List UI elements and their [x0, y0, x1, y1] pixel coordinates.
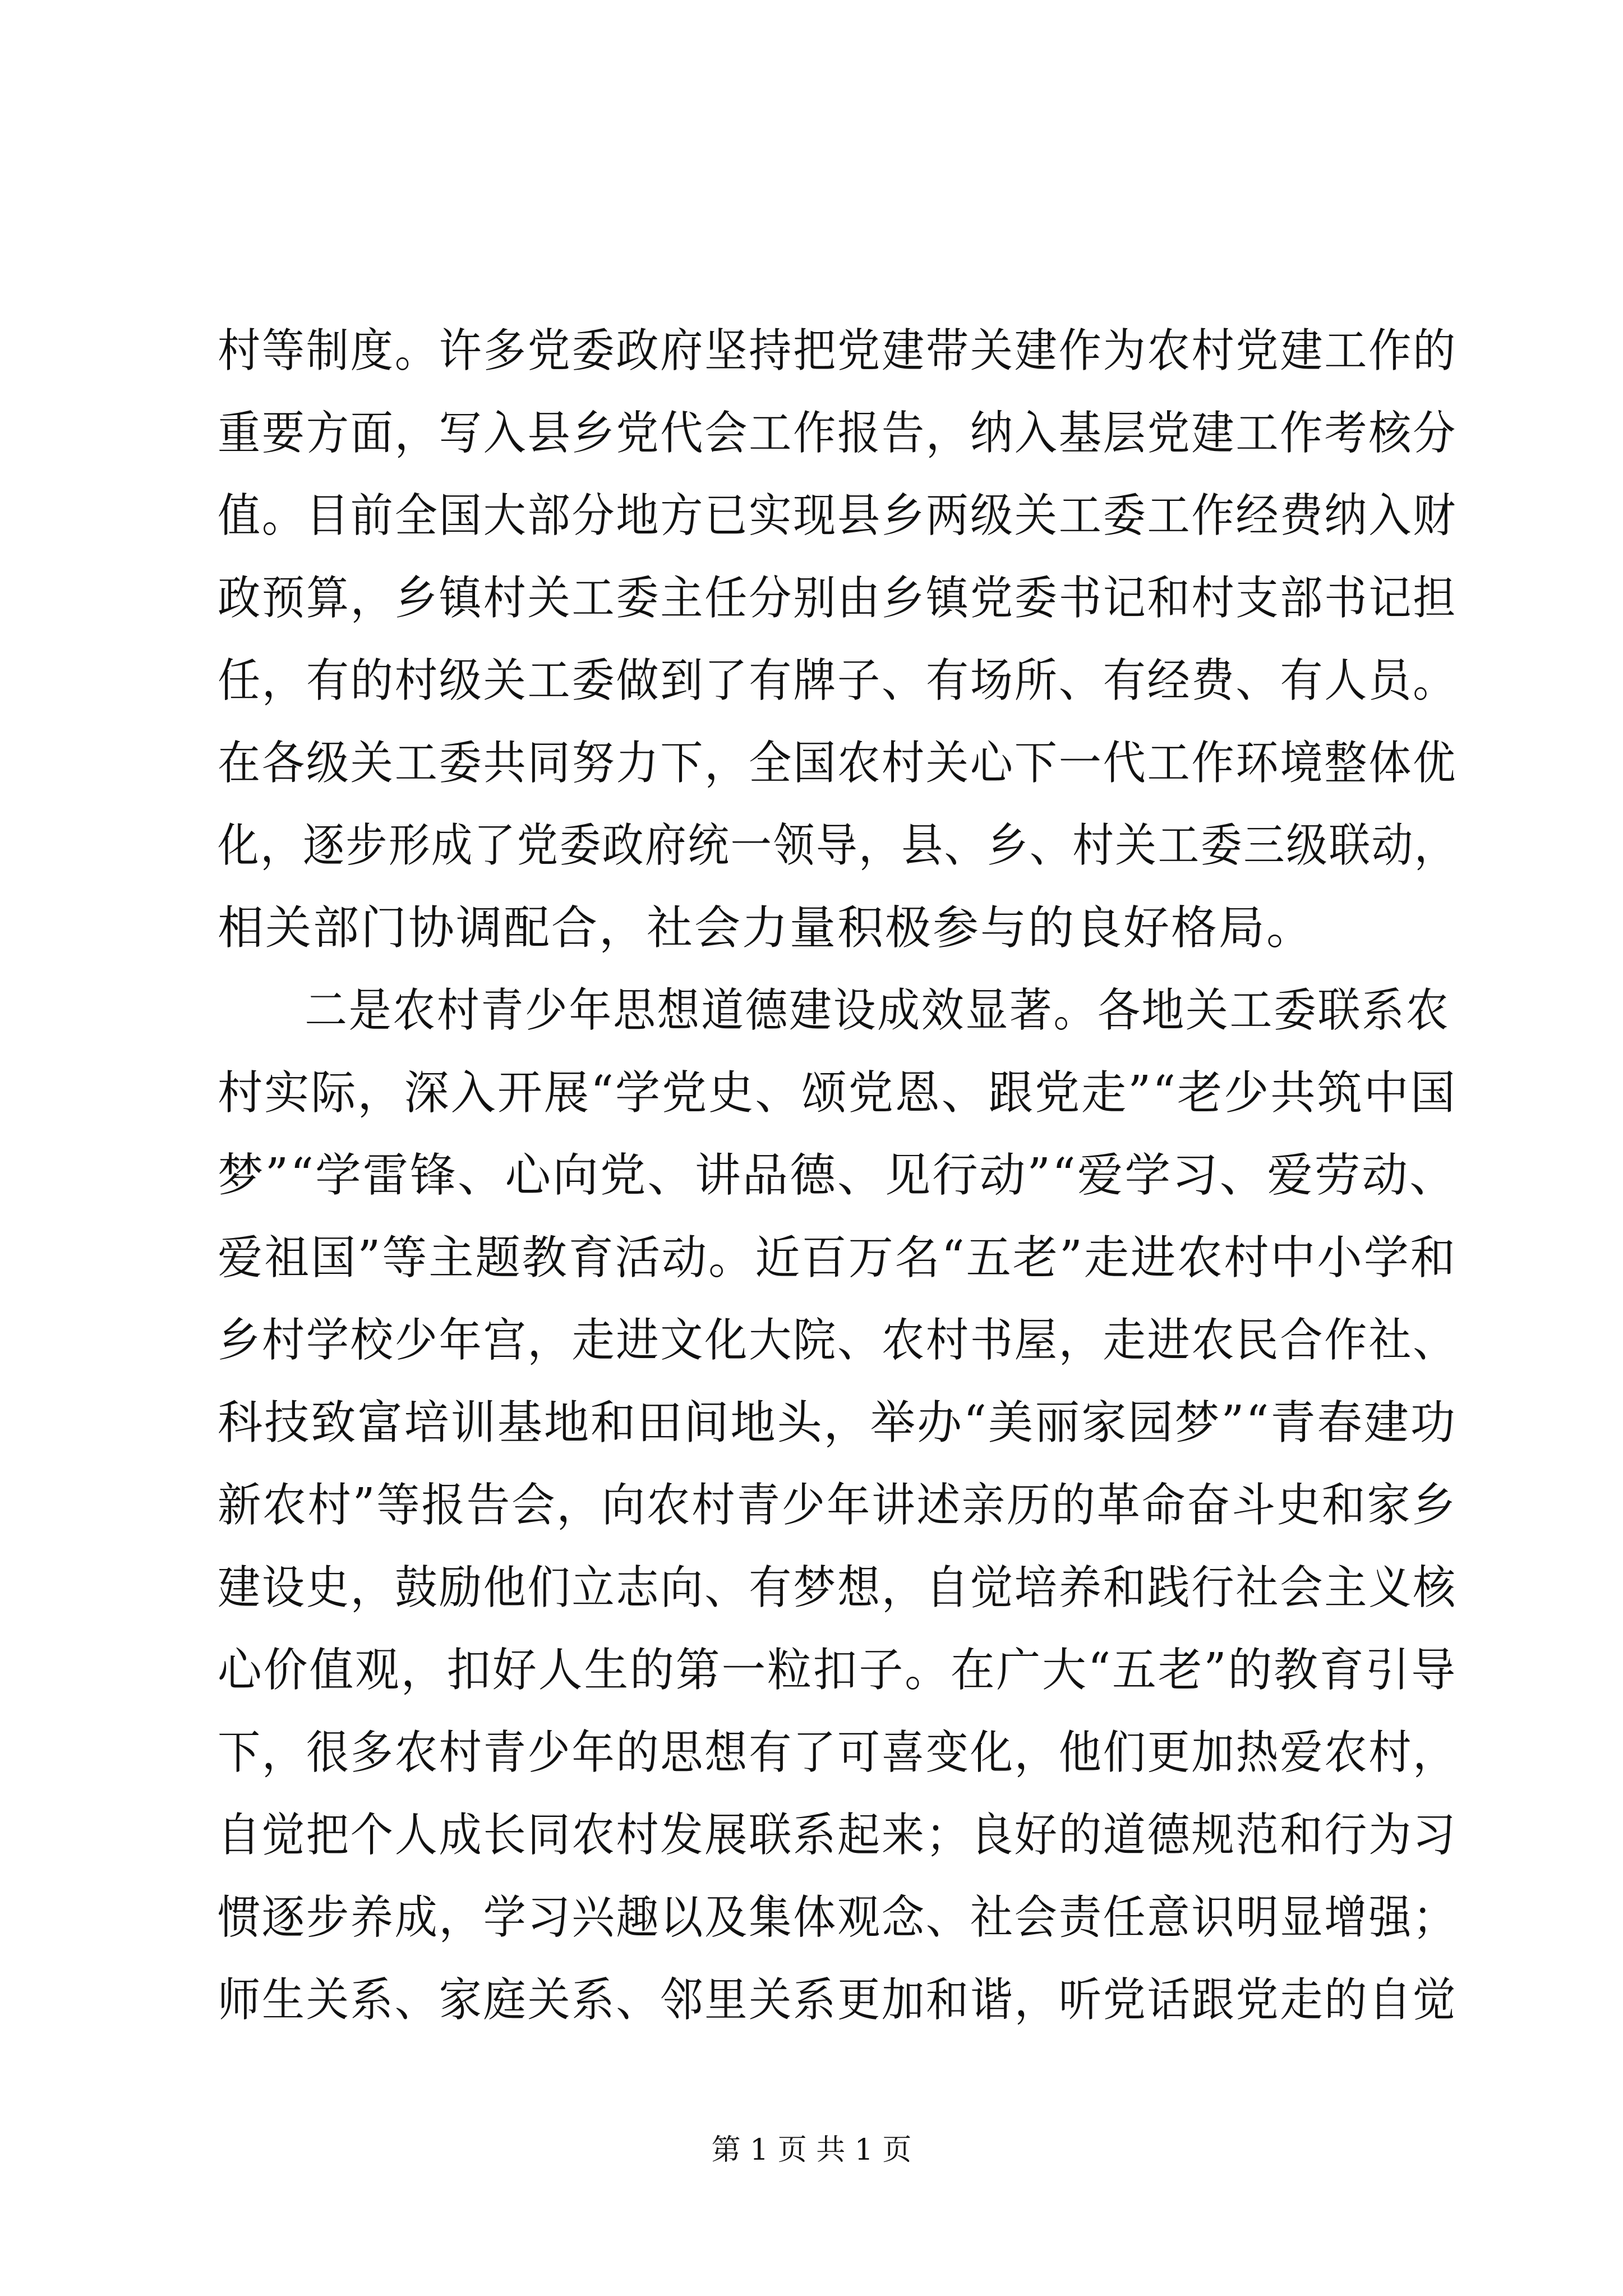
text-line: 化，逐步形成了党委政府统一领导，县、乡、村关工委三级联动， — [218, 819, 1458, 872]
paragraph — [218, 310, 1457, 969]
text-line: 二是农村青少年思想道德建设成效显著。各地关工委联系农 — [305, 984, 1450, 1037]
text-line: 惯逐步养成，学习兴趣以及集体观念、社会责任意识明显增强； — [218, 1891, 1458, 1944]
text-line: 村实际，深入开展“学党史、颂党恩、跟党走”“老少共筑中国 — [218, 1066, 1457, 1120]
text-line: 村等制度。许多党委政府坚持把党建带关建作为农村党建工作的 — [218, 324, 1458, 378]
text-line: 新农村”等报告会，向农村青少年讲述亲历的革命奋斗史和家乡 — [218, 1479, 1457, 1532]
text-line: 建设史，鼓励他们立志向、有梦想，自觉培养和践行社会主义核 — [218, 1561, 1458, 1614]
text-line: 相关部门协调配合，社会力量积极参与的良好格局。 — [218, 901, 1315, 955]
page-footer: 第 1 页 共 1 页 — [711, 2133, 912, 2167]
text-line: 科技致富培训基地和田间地头，举办“美丽家园梦”“青春建功 — [218, 1396, 1457, 1450]
text-line: 梦”“学雷锋、心向党、讲品德、见行动”“爱学习、爱劳动、 — [218, 1149, 1457, 1202]
text-line: 政预算，乡镇村关工委主任分别由乡镇党委书记和村支部书记担 — [218, 572, 1458, 625]
document-body — [218, 310, 1457, 2041]
text-line: 重要方面，写入县乡党代会工作报告，纳入基层党建工作考核分 — [218, 407, 1458, 460]
paragraph — [218, 969, 1457, 2041]
text-line: 乡村学校少年宫，走进文化大院、农村书屋，走进农民合作社、 — [218, 1314, 1458, 1367]
text-line: 在各级关工委共同努力下，全国农村关心下一代工作环境整体优 — [218, 737, 1458, 790]
text-line: 任，有的村级关工委做到了有牌子、有场所、有经费、有人员。 — [218, 654, 1458, 707]
text-line: 下，很多农村青少年的思想有了可喜变化，他们更加热爱农村， — [218, 1726, 1458, 1779]
text-line: 自觉把个人成长同农村发展联系起来；良好的道德规范和行为习 — [218, 1809, 1458, 1862]
text-line: 爱祖国”等主题教育活动。近百万名“五老”走进农村中小学和 — [218, 1231, 1457, 1285]
text-line: 值。目前全国大部分地方已实现县乡两级关工委工作经费纳入财 — [218, 489, 1458, 542]
text-line: 心价值观，扣好人生的第一粒扣子。在广大“五老”的教育引导 — [218, 1644, 1457, 1697]
text-line: 师生关系、家庭关系、邻里关系更加和谐，听党话跟党走的自觉 — [218, 1973, 1458, 2027]
